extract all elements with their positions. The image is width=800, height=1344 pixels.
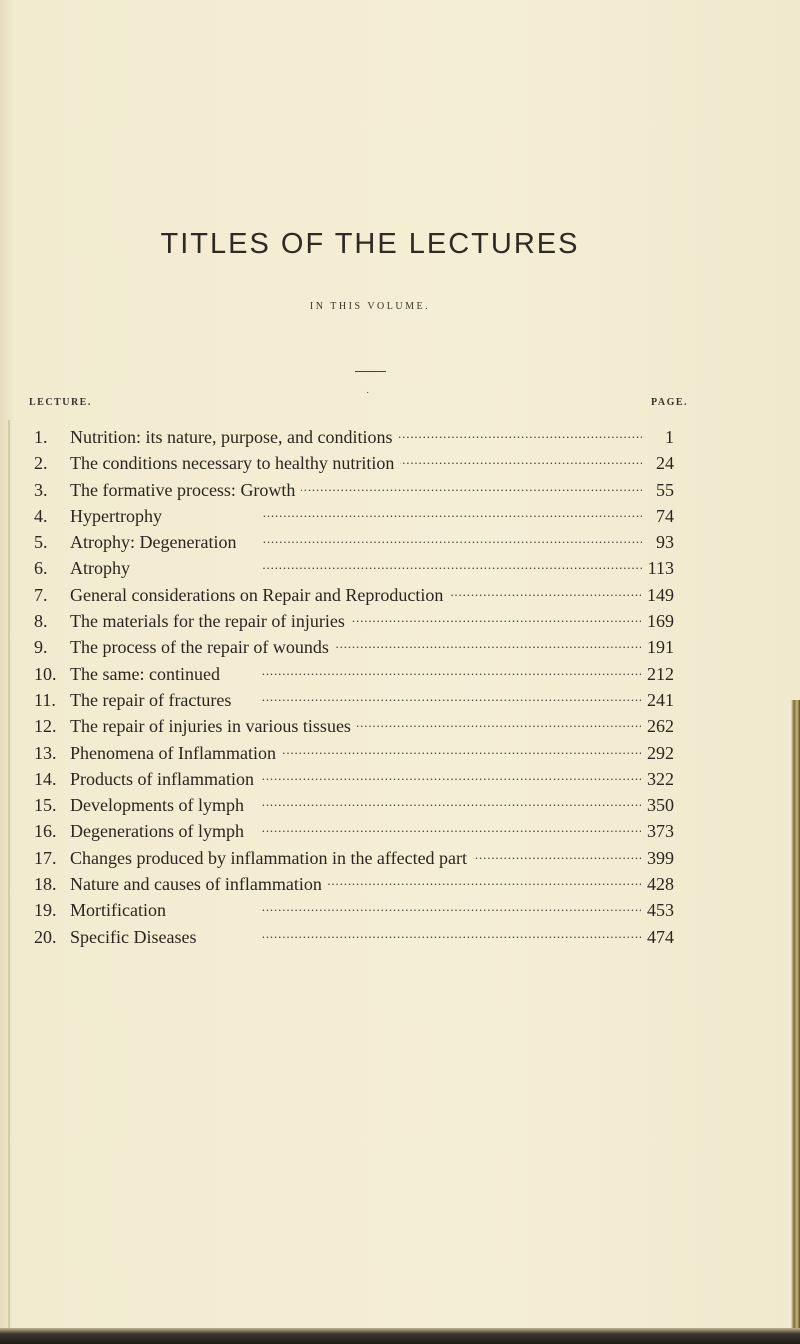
lecture-number: 7. (34, 584, 48, 605)
lecture-entry (34, 608, 674, 634)
lecture-number: 3. (34, 479, 48, 500)
dot-leader (357, 714, 641, 732)
dot-leader (242, 530, 642, 548)
lecture-number: 13. (34, 742, 57, 763)
lecture-page-number: 428 (647, 874, 674, 895)
dot-leader (351, 609, 641, 627)
lecture-entry (34, 766, 674, 792)
lecture-title: The repair of fractures (70, 689, 232, 710)
lecture-page-number: 322 (647, 768, 674, 789)
lecture-page-number: 113 (647, 558, 674, 579)
lecture-page-number: 350 (647, 795, 674, 816)
lecture-title: Changes produced by inflammation in the affected part (70, 847, 468, 868)
lecture-number: 11. (34, 689, 56, 710)
lecture-page-number: 93 (656, 532, 674, 553)
title-divider (355, 371, 386, 372)
lecture-page-number: 169 (647, 611, 674, 632)
dot-leader (301, 478, 642, 496)
dot-leader (226, 662, 641, 680)
lecture-page-number: 292 (647, 742, 674, 763)
lecture-number: 19. (34, 900, 57, 921)
lecture-number: 18. (34, 874, 57, 895)
dot-leader (250, 793, 641, 811)
lecture-title: The formative process: Growth (70, 479, 296, 500)
page-title: TITLES OF THE LECTURES (160, 228, 580, 260)
lecture-title: The same: continued (70, 663, 220, 684)
lecture-title: Degenerations of lymph (70, 821, 244, 842)
lecture-number: 10. (34, 663, 57, 684)
lecture-page-number: 474 (647, 926, 674, 947)
lecture-page-number: 191 (647, 637, 674, 658)
lecture-number: 4. (34, 505, 48, 526)
lecture-page-number: 1 (665, 427, 674, 447)
lecture-entry (34, 871, 674, 897)
lecture-title: The process of the repair of wounds (70, 637, 329, 658)
lecture-entry (34, 713, 674, 739)
lecture-title: The materials for the repair of injuries (70, 611, 345, 632)
lecture-entry (34, 740, 674, 766)
page-edge-shadow (791, 700, 800, 1344)
dot-leader (282, 741, 641, 759)
lecture-page-number: 149 (647, 584, 674, 605)
lecture-entry (34, 792, 674, 818)
lecture-entry (34, 503, 674, 529)
lecture-number: 5. (34, 532, 48, 553)
lecture-title: Products of inflammation (70, 768, 254, 789)
lecture-entry (34, 661, 674, 687)
lecture-title: Hypertrophy (70, 505, 162, 526)
lecture-title: Nature and causes of inflammation (70, 874, 322, 895)
lecture-entry (34, 424, 674, 450)
page-gutter-line (8, 420, 10, 1344)
lecture-entry (34, 634, 674, 660)
lecture-page-number: 373 (647, 821, 674, 842)
dot-leader (473, 846, 641, 864)
dot-leader (250, 819, 641, 837)
lecture-entry (34, 555, 674, 581)
lecture-number: 16. (34, 821, 57, 842)
lecture-list (34, 424, 674, 950)
dot-leader (202, 925, 641, 943)
lecture-number: 12. (34, 716, 57, 737)
lecture-number: 14. (34, 768, 57, 789)
lecture-title: Atrophy (70, 558, 130, 579)
page-bottom-edge (0, 1328, 800, 1344)
dot-leader (335, 635, 641, 653)
lecture-page-number: 24 (656, 453, 674, 474)
lecture-entry (34, 845, 674, 871)
lecture-entry (34, 450, 674, 476)
lecture-page-number: 262 (647, 716, 674, 737)
lecture-entry (34, 477, 674, 503)
lecture-title: General considerations on Repair and Reproduction (70, 584, 444, 605)
lecture-title: The repair of injuries in various tissues (70, 716, 351, 737)
dot-leader (398, 425, 642, 443)
lecture-number: 9. (34, 637, 48, 658)
lecture-entry (34, 687, 674, 713)
lecture-number: 1. (34, 427, 48, 447)
lecture-entry (34, 818, 674, 844)
dot-leader (260, 767, 641, 785)
page-subtitle: IN THIS VOLUME. (309, 301, 431, 312)
lecture-page-number: 55 (656, 479, 674, 500)
lecture-number: 8. (34, 611, 48, 632)
lecture-number: 2. (34, 453, 48, 474)
lecture-title: Mortification (70, 900, 166, 921)
dot-leader (328, 872, 641, 890)
lecture-title: Specific Diseases (70, 926, 197, 947)
lecture-entry (34, 897, 674, 923)
lecture-title: The conditions necessary to healthy nutrition (70, 453, 395, 474)
lecture-entry (34, 529, 674, 555)
lecture-title: Developments of lymph (70, 795, 244, 816)
dot-leader (449, 583, 641, 601)
dot-leader (237, 688, 641, 706)
lecture-title: Nutrition: its nature, purpose, and conditions (70, 427, 393, 447)
column-header-page: PAGE. (651, 397, 689, 408)
dot-leader (172, 898, 641, 916)
dot-leader (168, 504, 642, 522)
lecture-page-number: 453 (647, 900, 674, 921)
lecture-page-number: 241 (647, 689, 674, 710)
lecture-page-number: 399 (647, 847, 674, 868)
lecture-number: 6. (34, 558, 48, 579)
lecture-page-number: 74 (656, 505, 674, 526)
dot-leader (400, 451, 642, 469)
lecture-number: 20. (34, 926, 57, 947)
lecture-title: Phenomena of Inflammation (70, 742, 276, 763)
header-mark: ˙ (366, 391, 370, 402)
lecture-entry (34, 924, 674, 950)
lecture-page-number: 212 (647, 663, 674, 684)
column-header-lecture: LECTURE. (29, 397, 92, 408)
lecture-number: 15. (34, 795, 57, 816)
lecture-title: Atrophy: Degeneration (70, 532, 237, 553)
dot-leader (136, 556, 642, 574)
lecture-entry (34, 582, 674, 608)
lecture-number: 17. (34, 847, 57, 868)
